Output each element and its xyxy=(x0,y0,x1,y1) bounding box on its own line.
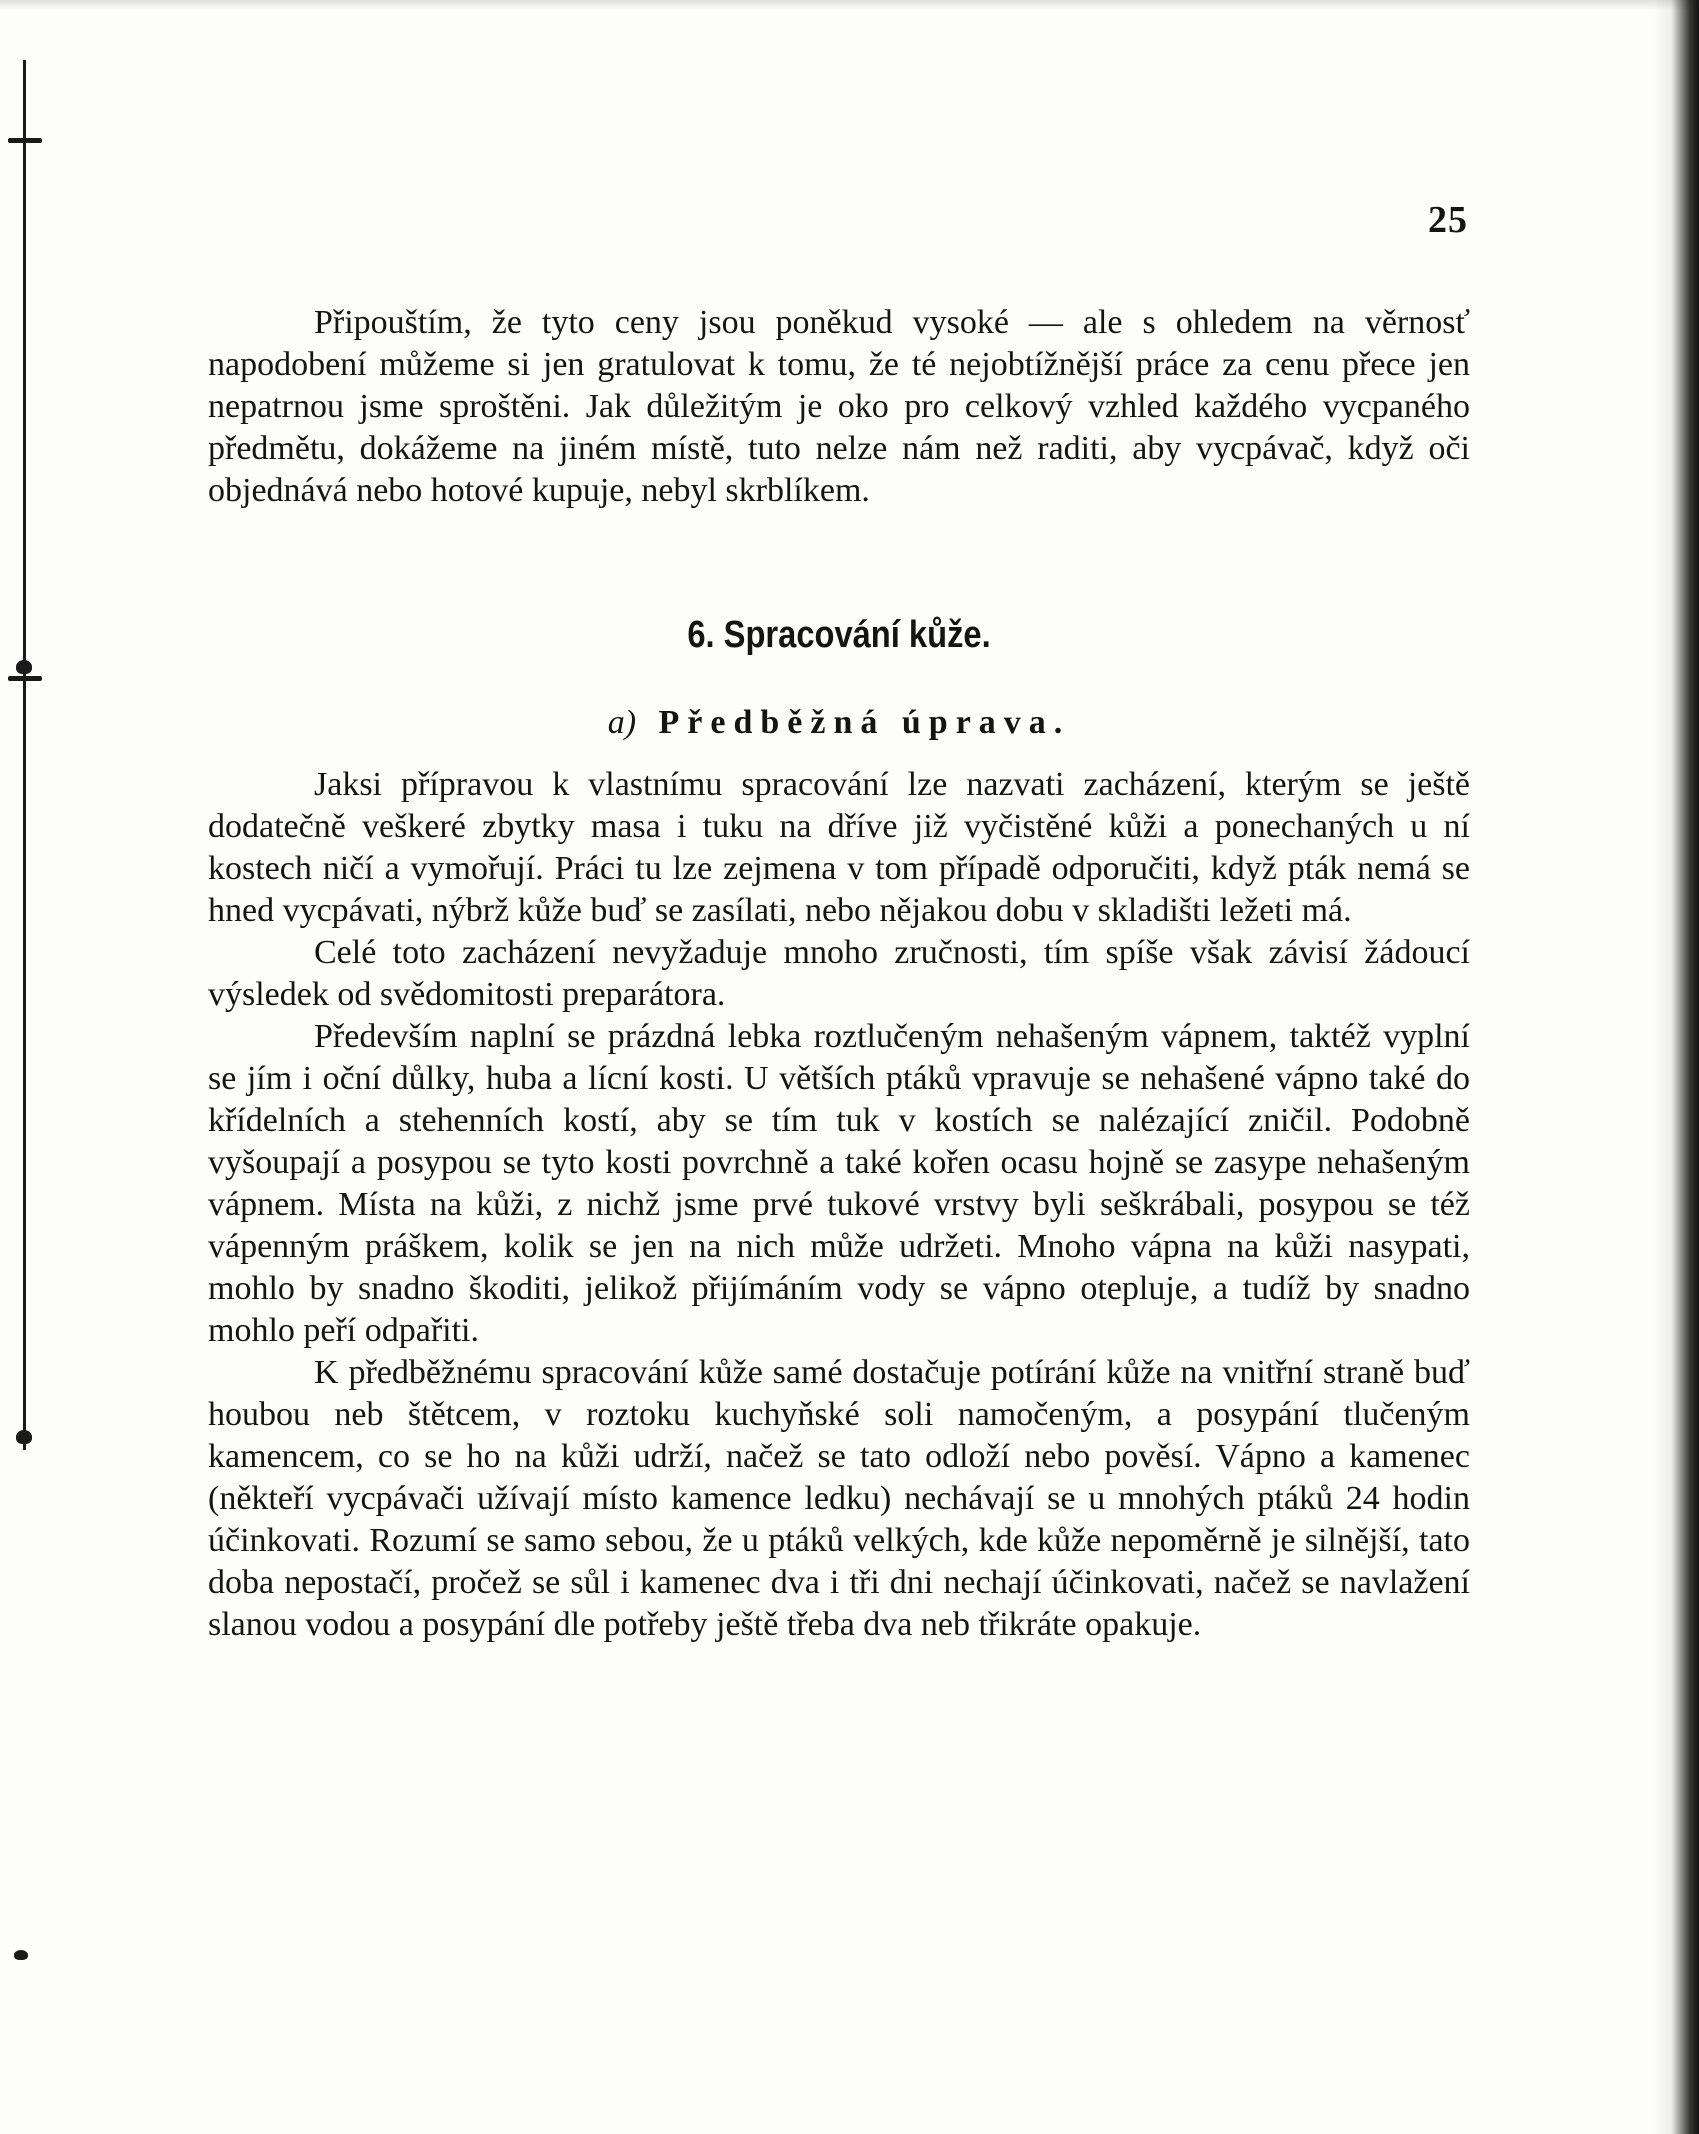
binding-mark xyxy=(8,138,42,143)
intro-paragraph: Připouštím, že tyto ceny jsou poněkud vysoké — ale s ohledem na věrnosť napodobení můžeme si jen gratulovat k tomu, že té nejobtížnější práce za cenu přece jen nepatrnou jsme sproštěni. Jak důležitým je oko pro celkový vzhled každého vycpaného předmětu, dokážeme na jiném místě, tuto nelze nám než raditi, aby vycpávač, když oči objednává nebo hotové kupuje, nebyl skrblíkem. xyxy=(208,304,1470,509)
section-number: 6. xyxy=(687,614,715,656)
page-number: 25 xyxy=(1428,199,1468,241)
scan-edge-shadow xyxy=(1653,0,1699,2134)
binding-dot xyxy=(16,660,32,674)
binding-mark xyxy=(8,676,42,681)
subsection-letter: a) xyxy=(607,704,637,741)
body-paragraph: Jaksi přípravou k vlastnímu spracování lze nazvati zacházení, kterým se ještě dodatečně veškeré zbytky masa i tuku na dříve již vyčistěné kůži a ponechaných u ní kostech ničí a vymořují. Práci tu lze zejmena v tom případě odporučiti, když pták nemá se hned vycpávati, nýbrž kůže buď se zasílati, nebo nějakou dobu v skladišti ležeti má. xyxy=(208,766,1470,929)
section-title: Spracování kůže. xyxy=(723,614,991,656)
binding-dot xyxy=(14,1950,28,1960)
binding-line xyxy=(23,60,26,1450)
section-heading xyxy=(296,614,1381,657)
body-paragraph: K předběžnému spracování kůže samé dostačuje potírání kůže na vnitřní straně buď houbou neb štětcem, v roztoku kuchyňské soli namočeným, a posypání tlučeným kamencem, co se ho na kůži udrží, načež se tato odloží nebo pověsí. Vápno a kamenec (někteří vycpávači užívají místo kamence ledku) nechávají se u mnohých ptáků 24 hodin účinkovati. Rozumí se samo sebou, že u ptáků velkých, kde kůže nepoměrně je silnější, tato doba nepostačí, pročež se sůl i kamenec dva i tři dni nechají účinkovati, načež se navlažení slanou vodou a posypání dle potřeby ještě třeba dva neb třikráte opakuje. xyxy=(208,1354,1470,1643)
body-text xyxy=(208,764,1470,1646)
scan-top-shadow xyxy=(0,0,1699,10)
subsection-heading xyxy=(208,704,1470,742)
binding-dot xyxy=(16,1430,32,1444)
body-paragraph: Celé toto zacházení nevyžaduje mnoho zručnosti, tím spíše však závisí žádoucí výsledek od svědomitosti preparátora. xyxy=(208,934,1470,1013)
intro-text xyxy=(208,302,1470,512)
subsection-title: Předběžná úprava. xyxy=(658,704,1071,741)
body-paragraph: Především naplní se prázdná lebka roztlučeným nehašeným vápnem, taktéž vyplní se jím i oční důlky, huba a lícní kosti. U větších ptáků vpravuje se nehašené vápno také do křídelních a stehenních kostí, aby se tím tuk v kostích se nalézající zničil. Podobně vyšoupají a posypou se tyto kosti povrchně a také kořen ocasu hojně se zasype nehašeným vápnem. Místa na kůži, z nichž jsme prvé tukové vrstvy byli seškrábali, posypou se též vápenným práškem, kolik se jen na nich může udržeti. Mnoho vápna na kůži nasypati, mohlo by snadno škoditi, jelikož přijímáním vody se vápno otepluje, a tudíž by snadno mohlo peří odpařiti. xyxy=(208,1018,1470,1349)
